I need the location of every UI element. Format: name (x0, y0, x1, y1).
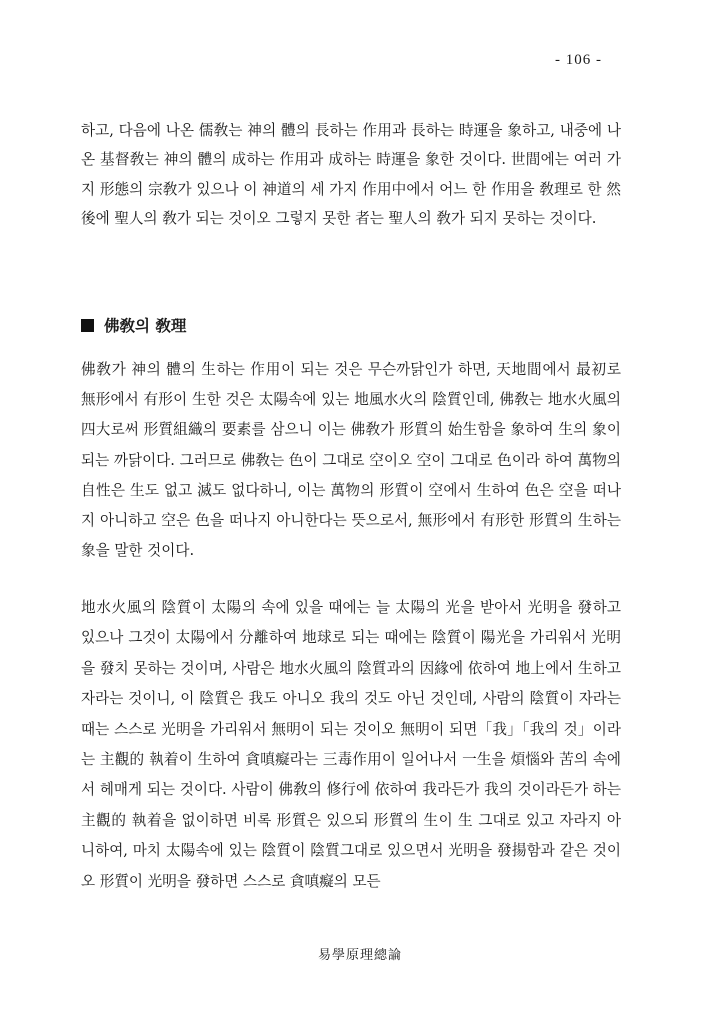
body-paragraph-3: 地水火風의 陰質이 太陽의 속에 있을 때에는 늘 太陽의 光을 받아서 光明을 發하고 있으나 그것이 太陽에서 分離하여 地球로 되는 때에는 陰質이 陽光을 가리워서 光明을 發치 못하는 것이며, 사람은 地水火風의 陰質과의 因緣에 依하여 地上에서 生하고 자라는 것이니, 이 陰質은 我도 아니오 我의 것도 아닌 것인데, 사람의 陰質이 자라는 때는 스스로 光明을 가리워서 無明이 되는 것이오 無明이 되면「我」「我의 것」이라는 主觀的 執着이 生하여 貪嗔癡라는 三毒作用이 일어나서 一生을 煩惱와 苦의 속에서 헤매게 되는 것이다. 사람이 佛敎의 修行에 依하여 我라든가 我의 것이라든가 하는 主觀的 執着을 없이하면 비록 形質은 있으되 形質의 生이 生 그대로 있고 자라지 아니하여, 마치 太陽속에 있는 陰質이 陰質그대로 있으면서 光明을 發揚함과 같은 것이오 形質이 光明을 發하면 스스로 貪嗔癡의 모든 (81, 599, 621, 890)
page-number: - 106 - (555, 52, 602, 68)
black-square-icon (81, 319, 94, 332)
body-paragraph-2: 佛敎가 神의 體의 生하는 作用이 되는 것은 무슨까닭인가 하면, 天地間에서 最初로 無形에서 有形이 生한 것은 太陽속에 있는 地風水火의 陰質인데, 佛敎는 地水火風의 四大로써 形質組織의 要素를 삼으니 이는 佛敎가 形質의 始生함을 象하여 生의 象이 되는 까닭이다. 그러므로 佛敎는 色이 그대로 空이오 空이 그대로 色이라 하여 萬物의 自性은 生도 없고 滅도 없다하니, 이는 萬物의 形質이 空에서 生하여 色은 空을 떠나지 아니하고 空은 色을 떠나지 아니한다는 뜻으로서, 無形에서 有形한 形質의 生하는 象을 말한 것이다. (81, 361, 621, 560)
body-paragraph-1: 하고, 다음에 나온 儒敎는 神의 體의 長하는 作用과 長하는 時運을 象하고, 내중에 나온 基督敎는 神의 體의 成하는 作用과 成하는 時運을 象한 것이다. 世間에는 여러 가지 形態의 宗敎가 있으나 이 神道의 세 가지 作用中에서 어느 한 作用을 敎理로 한 然後에 聖人의 敎가 되는 것이오 그렇지 못한 者는 聖人의 敎가 되지 못하는 것이다. (81, 122, 621, 228)
section-heading (81, 314, 186, 336)
section-heading-text: 佛敎의 敎理 (104, 316, 187, 335)
footer-book-title: 易學原理總論 (317, 948, 402, 963)
